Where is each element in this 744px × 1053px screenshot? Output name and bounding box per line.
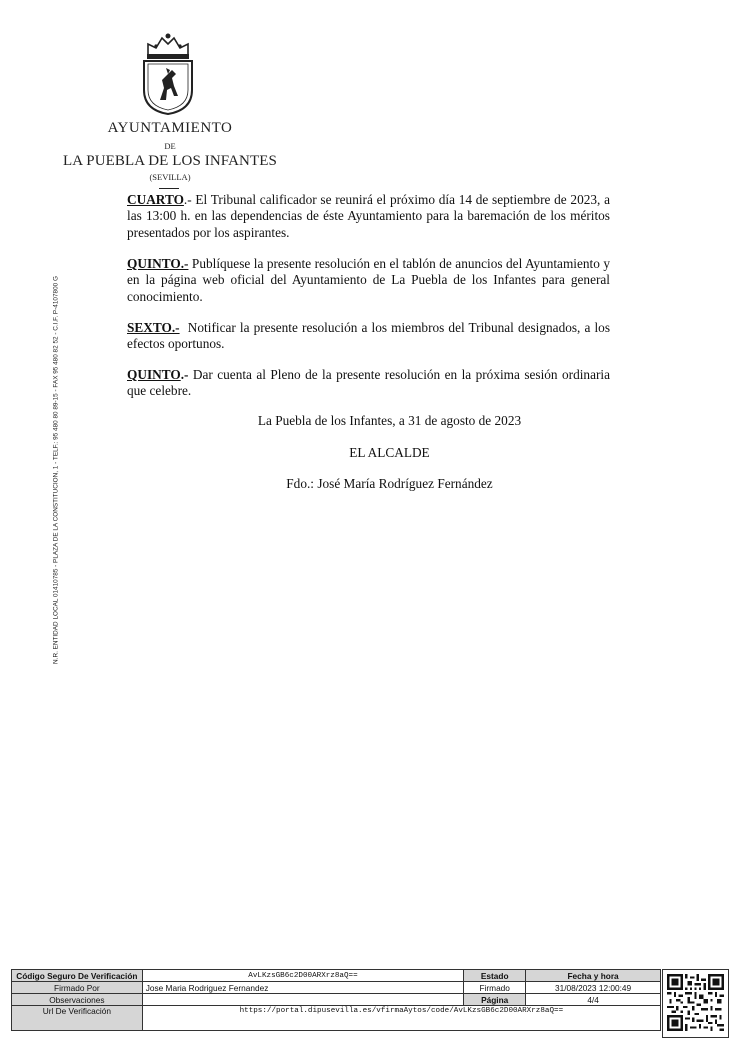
sidebar-registry-text: N.R. ENTIDAD LOCAL 01410785 - PLAZA DE LA CONSTITUCION, 1 - TELF.: 95 480 80 89-15 - FAX 95 480 82 52 - C.I.F. P-4107800 G xyxy=(52,276,60,664)
signer-title: EL ALCALDE xyxy=(349,445,430,460)
paragraph-label: QUINTO.- xyxy=(127,256,189,271)
pagina-label: Página xyxy=(464,994,526,1006)
fecha-value: 31/08/2023 12:00:49 xyxy=(526,982,661,994)
place-date: La Puebla de los Infantes, a 31 de agosto de 2023 xyxy=(257,413,522,428)
observaciones-value xyxy=(142,994,464,1006)
paragraph-text: El Tribunal calificador se reunirá el próximo día 14 de septiembre de 2023, a las 13:00 h. en las dependencias de éste Ayuntamiento para la baremación de los méritos presentados por los aspirantes. xyxy=(127,192,610,240)
paragraph-dash: .- xyxy=(183,192,192,207)
paragraph-quinto xyxy=(127,256,610,305)
paragraph-text: Notificar la presente resolución a los miembros del Tribunal designados, a los efectos oportunos. xyxy=(127,320,614,352)
paragraph-quinto-2 xyxy=(127,367,610,400)
url-value[interactable]: https://portal.dipusevilla.es/vfirmaAytos/code/AvLKzsGB6c2D00ARXrz8aQ== xyxy=(142,1006,660,1031)
firmado-value: Jose Maria Rodriguez Fernandez xyxy=(142,982,464,994)
observaciones-label: Observaciones xyxy=(12,994,143,1006)
qr-code-frame xyxy=(662,969,729,1038)
codigo-label: Código Seguro De Verificación xyxy=(12,970,143,982)
paragraph-dash: .- xyxy=(180,367,189,382)
paragraph-cuarto xyxy=(127,192,610,241)
verification-table xyxy=(11,969,661,1031)
org-name-line-1: AYUNTAMIENTO xyxy=(107,120,233,136)
paragraph-text: Publíquese la presente resolución en el tablón de anuncios del Ayuntamiento y en la página web oficial del Ayuntamiento de La Puebla de los Infantes para general conocimiento. xyxy=(127,256,610,304)
url-label: Url De Verificación xyxy=(12,1006,143,1031)
org-name-line-2: DE xyxy=(164,141,176,151)
coat-of-arms-icon xyxy=(138,30,198,116)
paragraph-sexto xyxy=(127,320,614,353)
estado-label: Estado xyxy=(464,970,526,982)
letterhead-rule xyxy=(159,188,179,189)
firmado-label: Firmado Por xyxy=(12,982,143,994)
org-name-line-3: LA PUEBLA DE LOS INFANTES xyxy=(63,153,277,169)
codigo-value: AvLKzsGB6c2D00ARXrz8aQ== xyxy=(142,970,464,982)
paragraph-label: CUARTO xyxy=(127,192,184,207)
estado-value: Firmado xyxy=(464,982,526,994)
org-province: (SEVILLA) xyxy=(149,172,191,182)
paragraph-text: Dar cuenta al Pleno de la presente resolución en la próxima sesión ordinaria que celebre. xyxy=(127,367,610,399)
qr-code-icon[interactable] xyxy=(667,974,724,1031)
paragraph-label: SEXTO.- xyxy=(127,320,180,335)
fecha-label: Fecha y hora xyxy=(526,970,661,982)
paragraph-label: QUINTO xyxy=(127,367,181,382)
signature-line: Fdo.: José María Rodríguez Fernández xyxy=(286,476,493,491)
pagina-value: 4/4 xyxy=(526,994,661,1006)
